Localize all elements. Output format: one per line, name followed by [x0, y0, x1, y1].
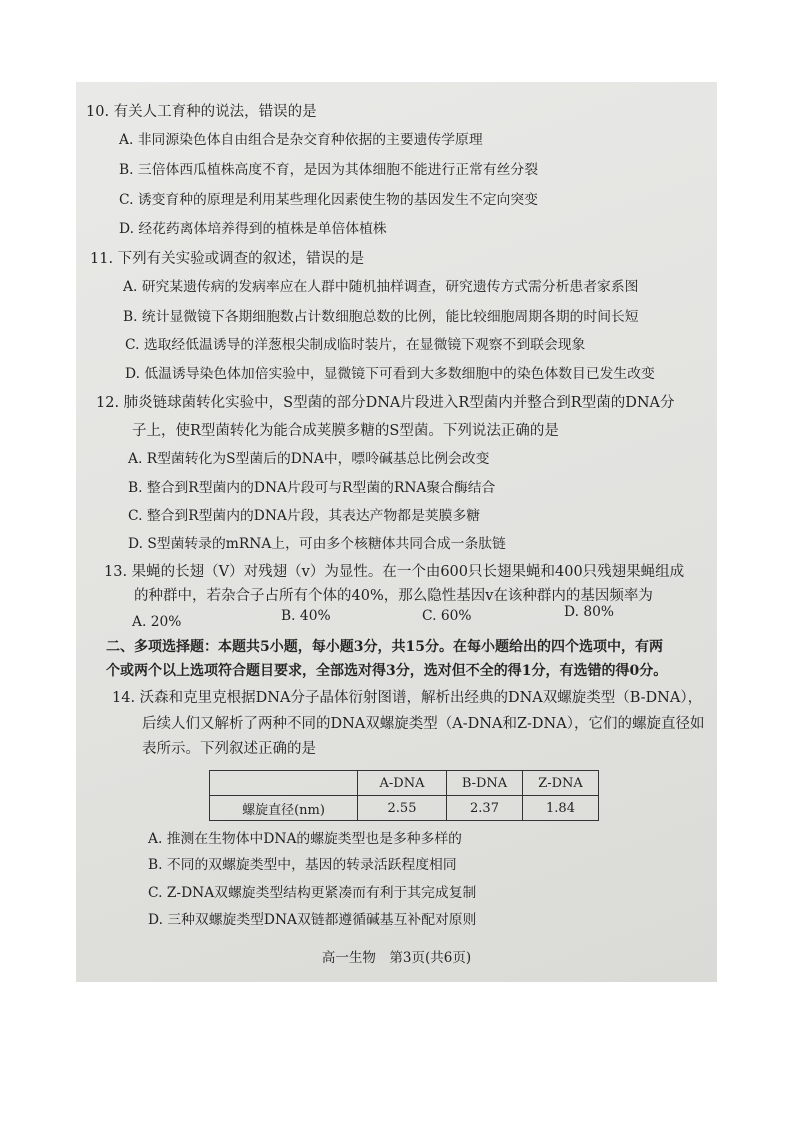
table-cell-b-dna: 2.37 — [447, 796, 523, 821]
q14-stem-line3: 表所示。下列叙述正确的是 — [142, 741, 316, 757]
table-header-z-dna: Z-DNA — [523, 771, 599, 796]
q14-option-a: A. 推测在生物体中DNA的螺旋类型也是多种多样的 — [148, 831, 462, 847]
q11-option-b: B. 统计显微镜下各期细胞数占计数细胞总数的比例，能比较细胞周期各期的时间长短 — [123, 309, 639, 325]
q13-option-b: B. 40% — [281, 608, 331, 624]
q13-option-c: C. 60% — [422, 608, 472, 624]
q12-option-c: C. 整合到R型菌内的DNA片段，其表达产物都是荚膜多糖 — [128, 508, 481, 524]
table-header-empty — [210, 771, 358, 796]
q11-stem: 11. 下列有关实验或调查的叙述，错误的是 — [90, 251, 365, 267]
q10-option-b: B. 三倍体西瓜植株高度不育，是因为其体细胞不能进行正常有丝分裂 — [119, 162, 539, 178]
table-header-row — [210, 771, 599, 796]
section2-line2: 个或两个以上选项符合题目要求，全部选对得3分，选对但不全的得1分，有选错的得0分。 — [106, 663, 668, 679]
q10-stem: 10. 有关人工育种的说法，错误的是 — [86, 104, 317, 120]
q11-option-a: A. 研究某遗传病的发病率应在人群中随机抽样调查，研究遗传方式需分析患者家系图 — [123, 279, 639, 295]
q13-option-a: A. 20% — [132, 614, 182, 630]
q14-stem-line2: 后续人们又解析了两种不同的DNA双螺旋类型（A-DNA和Z-DNA），它们的螺旋直径如 — [142, 716, 705, 732]
q13-stem-line1: 13. 果蝇的长翅（V）对残翅（v）为显性。在一个由600只长翅果蝇和400只残翅果蝇组成 — [104, 564, 685, 580]
q11-option-c: C. 选取经低温诱导的洋葱根尖制成临时装片，在显微镜下观察不到联会现象 — [125, 337, 586, 353]
helix-diameter-table — [209, 770, 599, 821]
q10-option-c: C. 诱变育种的原理是利用某些理化因素使生物的基因发生不定向突变 — [119, 192, 538, 208]
table-cell-z-dna: 1.84 — [523, 796, 599, 821]
q10-option-a: A. 非同源染色体自由组合是杂交育种依据的主要遗传学原理 — [119, 132, 483, 148]
table-row — [210, 796, 599, 821]
page-footer: 高一生物 第3页(共6页) — [321, 950, 472, 966]
table-row-label: 螺旋直径(nm) — [210, 796, 358, 821]
q14-option-d: D. 三种双螺旋类型DNA双链都遵循碱基互补配对原则 — [148, 912, 477, 928]
q13-stem-line2: 的种群中，若杂合子占所有个体的40%，那么隐性基因v在该种群内的基因频率为 — [134, 588, 653, 604]
q14-stem-line1: 14. 沃森和克里克根据DNA分子晶体衍射图谱，解析出经典的DNA双螺旋类型（B-DNA）， — [112, 690, 703, 706]
exam-page-photo — [76, 82, 717, 982]
q13-option-d: D. 80% — [564, 604, 615, 620]
table-header-a-dna: A-DNA — [358, 771, 447, 796]
q10-option-d: D. 经花药离体培养得到的植株是单倍体植株 — [119, 221, 387, 237]
q14-option-c: C. Z-DNA双螺旋类型结构更紧凑而有利于其完成复制 — [148, 885, 477, 901]
q12-stem-line1: 12. 肺炎链球菌转化实验中，S型菌的部分DNA片段进入R型菌内并整合到R型菌的DNA分 — [96, 395, 675, 411]
q14-option-b: B. 不同的双螺旋类型中，基因的转录活跃程度相同 — [148, 857, 457, 873]
q12-option-b: B. 整合到R型菌内的DNA片段可与R型菌的RNA聚合酶结合 — [128, 480, 496, 496]
section2-line1: 二、多项选择题：本题共5小题，每小题3分，共15分。在每小题给出的四个选项中，有两 — [106, 639, 663, 655]
q12-stem-line2: 子上，使R型菌转化为能合成荚膜多糖的S型菌。下列说法正确的是 — [132, 423, 559, 439]
q11-option-d: D. 低温诱导染色体加倍实验中，显微镜下可看到大多数细胞中的染色体数目已发生改变 — [125, 366, 655, 382]
q12-option-a: A. R型菌转化为S型菌后的DNA中，嘌呤碱基总比例会改变 — [128, 451, 490, 467]
table-cell-a-dna: 2.55 — [358, 796, 447, 821]
q12-option-d: D. S型菌转录的mRNA上，可由多个核糖体共同合成一条肽链 — [128, 536, 506, 552]
table-header-b-dna: B-DNA — [447, 771, 523, 796]
